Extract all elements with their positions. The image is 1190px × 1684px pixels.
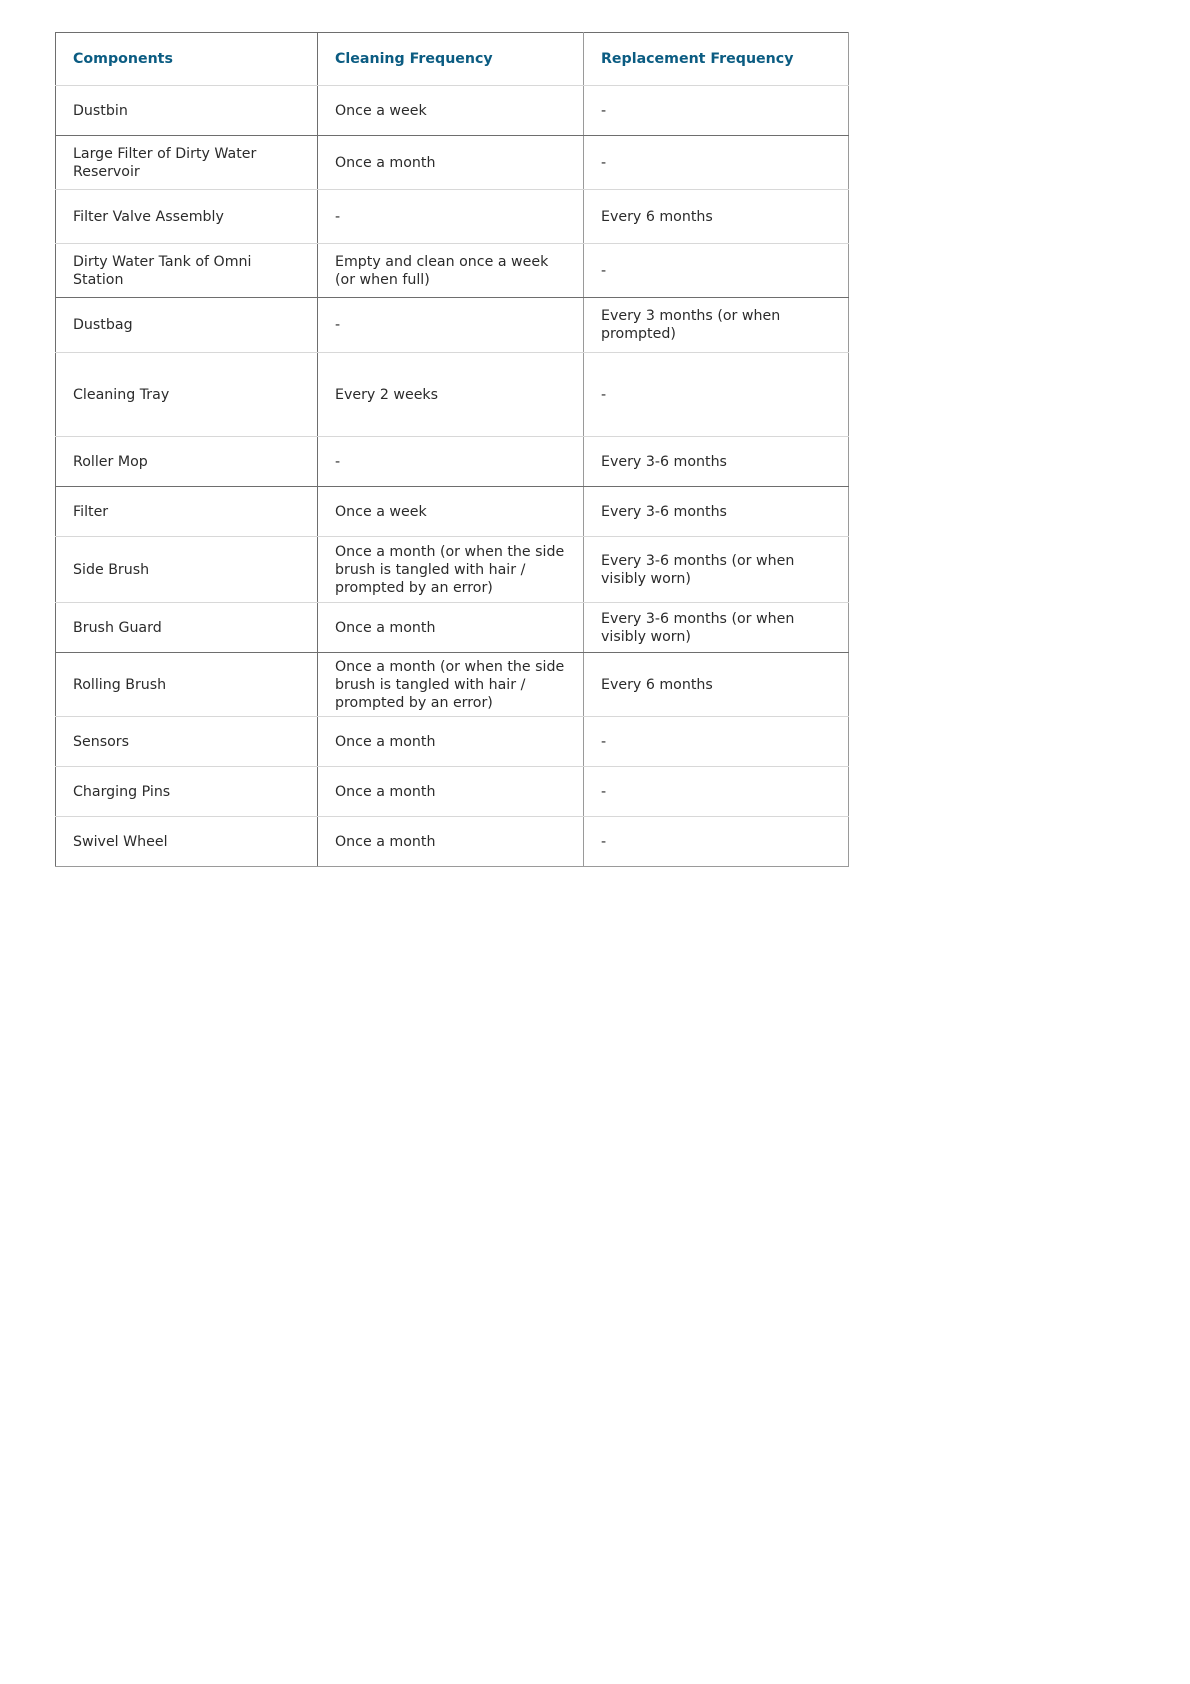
cell-replacement-frequency: Every 6 months [584,190,849,244]
cell-replacement-frequency: Every 3-6 months [584,487,849,537]
cell-replacement-frequency: - [584,717,849,767]
cell-cleaning-frequency: - [318,437,584,487]
cell-component: Filter [56,487,318,537]
header-cleaning-frequency: Cleaning Frequency [318,33,584,86]
cell-cleaning-frequency: Once a month [318,767,584,817]
cell-cleaning-frequency: Empty and clean once a week (or when full) [318,244,584,298]
cell-replacement-frequency: - [584,136,849,190]
cell-cleaning-frequency: Once a month (or when the side brush is tangled with hair / prompted by an error) [318,537,584,603]
cell-component: Swivel Wheel [56,817,318,867]
cell-cleaning-frequency: Once a week [318,487,584,537]
cell-cleaning-frequency: - [318,190,584,244]
cell-component: Dustbag [56,298,318,353]
cell-cleaning-frequency: Once a month [318,717,584,767]
cell-cleaning-frequency: Once a month [318,136,584,190]
cell-component: Dustbin [56,86,318,136]
cell-cleaning-frequency: Every 2 weeks [318,353,584,437]
table-row [56,353,849,437]
cell-replacement-frequency: - [584,86,849,136]
table-row [56,717,849,767]
table-row [56,244,849,298]
cell-replacement-frequency: - [584,244,849,298]
cell-component: Charging Pins [56,767,318,817]
table-row [56,487,849,537]
table-header [56,33,849,86]
table-row [56,603,849,653]
cell-component: Large Filter of Dirty Water Reservoir [56,136,318,190]
maintenance-table [55,32,849,867]
cell-component: Cleaning Tray [56,353,318,437]
cell-replacement-frequency: - [584,767,849,817]
cell-cleaning-frequency: Once a week [318,86,584,136]
cell-component: Filter Valve Assembly [56,190,318,244]
table-row [56,298,849,353]
cell-replacement-frequency: Every 3 months (or when prompted) [584,298,849,353]
cell-cleaning-frequency: - [318,298,584,353]
table-row [56,653,849,717]
table-body [56,86,849,867]
cell-replacement-frequency: Every 3-6 months [584,437,849,487]
table-row [56,86,849,136]
table-row [56,767,849,817]
cell-replacement-frequency: - [584,353,849,437]
cell-component: Rolling Brush [56,653,318,717]
cell-component: Brush Guard [56,603,318,653]
cell-replacement-frequency: Every 3-6 months (or when visibly worn) [584,603,849,653]
cell-cleaning-frequency: Once a month [318,817,584,867]
cell-replacement-frequency: Every 6 months [584,653,849,717]
cell-cleaning-frequency: Once a month (or when the side brush is tangled with hair / prompted by an error) [318,653,584,717]
table-row [56,190,849,244]
header-row [56,33,849,86]
cell-replacement-frequency: - [584,817,849,867]
cell-component: Side Brush [56,537,318,603]
cell-cleaning-frequency: Once a month [318,603,584,653]
cell-replacement-frequency: Every 3-6 months (or when visibly worn) [584,537,849,603]
table-row [56,537,849,603]
cell-component: Sensors [56,717,318,767]
table-row [56,437,849,487]
table-row [56,817,849,867]
header-replacement-frequency: Replacement Frequency [584,33,849,86]
cell-component: Dirty Water Tank of Omni Station [56,244,318,298]
table-row [56,136,849,190]
cell-component: Roller Mop [56,437,318,487]
header-components: Components [56,33,318,86]
